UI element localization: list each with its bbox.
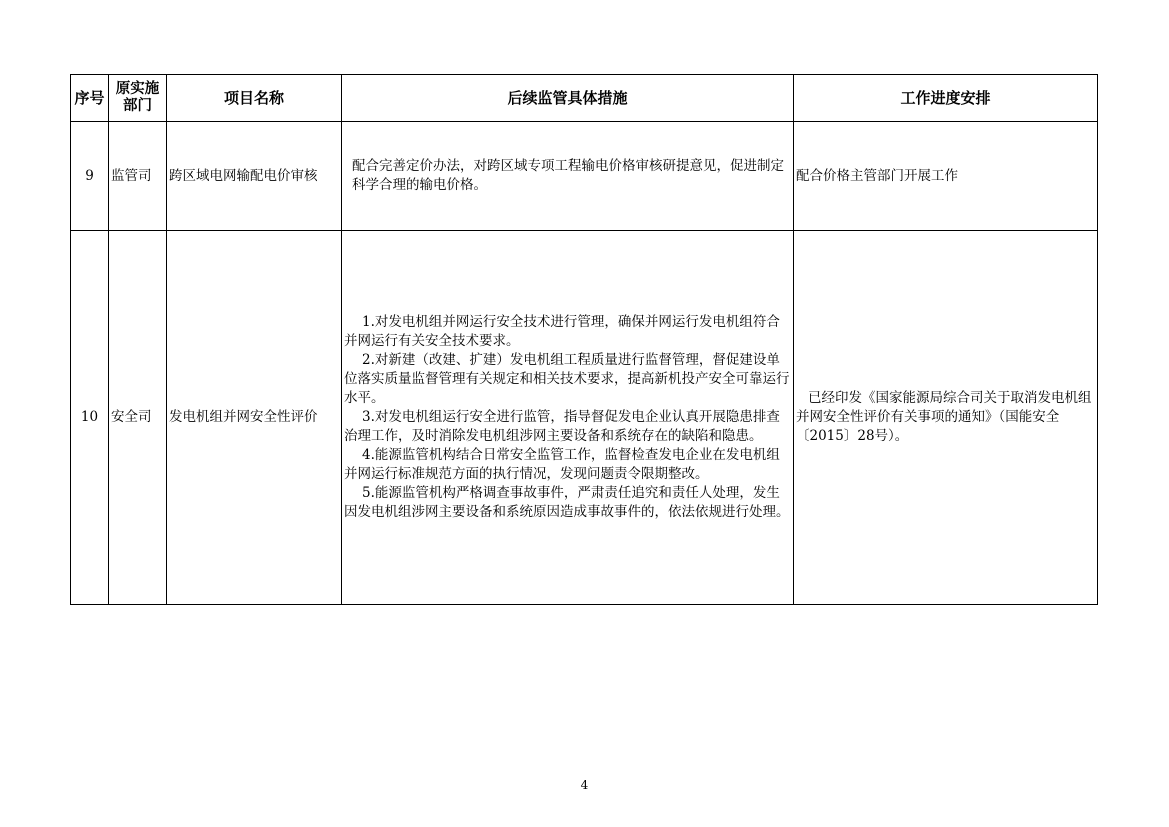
header-measures: 后续监管具体措施 [342, 75, 794, 122]
header-seq: 序号 [71, 75, 109, 122]
measure-item-2: 2.对新建（改建、扩建）发电机组工程质量进行监督管理，督促建设单位落实质量监督管理有关规定和相关技术要求，提高新机投产安全可靠运行水平。 [344, 352, 790, 406]
row-measures [342, 231, 794, 605]
row-seq: 10 [71, 231, 109, 605]
header-progress: 工作进度安排 [794, 75, 1098, 122]
row-project-name: 跨区域电网输配电价审核 [167, 122, 342, 231]
table-row [71, 122, 1098, 231]
progress-text: 已经印发《国家能源局综合司关于取消发电机组并网安全性评价有关事项的通知》（国能安全〔2015〕28号）。 [796, 390, 1092, 444]
measure-item-1: 1.对发电机组并网运行安全技术进行管理，确保并网运行发电机组符合并网运行有关安全技术要求。 [344, 314, 780, 349]
table-row [71, 231, 1098, 605]
header-dept: 原实施部门 [109, 75, 167, 122]
row-progress [794, 231, 1098, 605]
row-seq: 9 [71, 122, 109, 231]
row-dept: 监管司 [109, 122, 167, 231]
row-project-name: 发电机组并网安全性评价 [167, 231, 342, 605]
header-name: 项目名称 [167, 75, 342, 122]
page-number: 4 [580, 778, 589, 792]
measure-item-3: 3.对发电机组运行安全进行监管，指导督促发电企业认真开展隐患排查治理工作，及时消除发电机组涉网主要设备和系统存在的缺陷和隐患。 [344, 409, 780, 444]
measure-text: 配合完善定价办法，对跨区域专项工程输电价格审核研提意见，促进制定科学合理的输电价格。 [352, 158, 784, 193]
row-measures [342, 122, 794, 231]
row-progress: 配合价格主管部门开展工作 [794, 122, 1098, 231]
measure-item-5: 5.能源监管机构严格调查事故事件，严肃责任追究和责任人处理，发生因发电机组涉网主要设备和系统原因造成事故事件的，依法依规进行处理。 [344, 485, 790, 520]
supervision-table [70, 74, 1098, 605]
row-dept: 安全司 [109, 231, 167, 605]
measure-item-4: 4.能源监管机构结合日常安全监管工作，监督检查发电企业在发电机组并网运行标准规范方面的执行情况，发现问题责令限期整改。 [344, 447, 780, 482]
table-header-row [71, 75, 1098, 122]
